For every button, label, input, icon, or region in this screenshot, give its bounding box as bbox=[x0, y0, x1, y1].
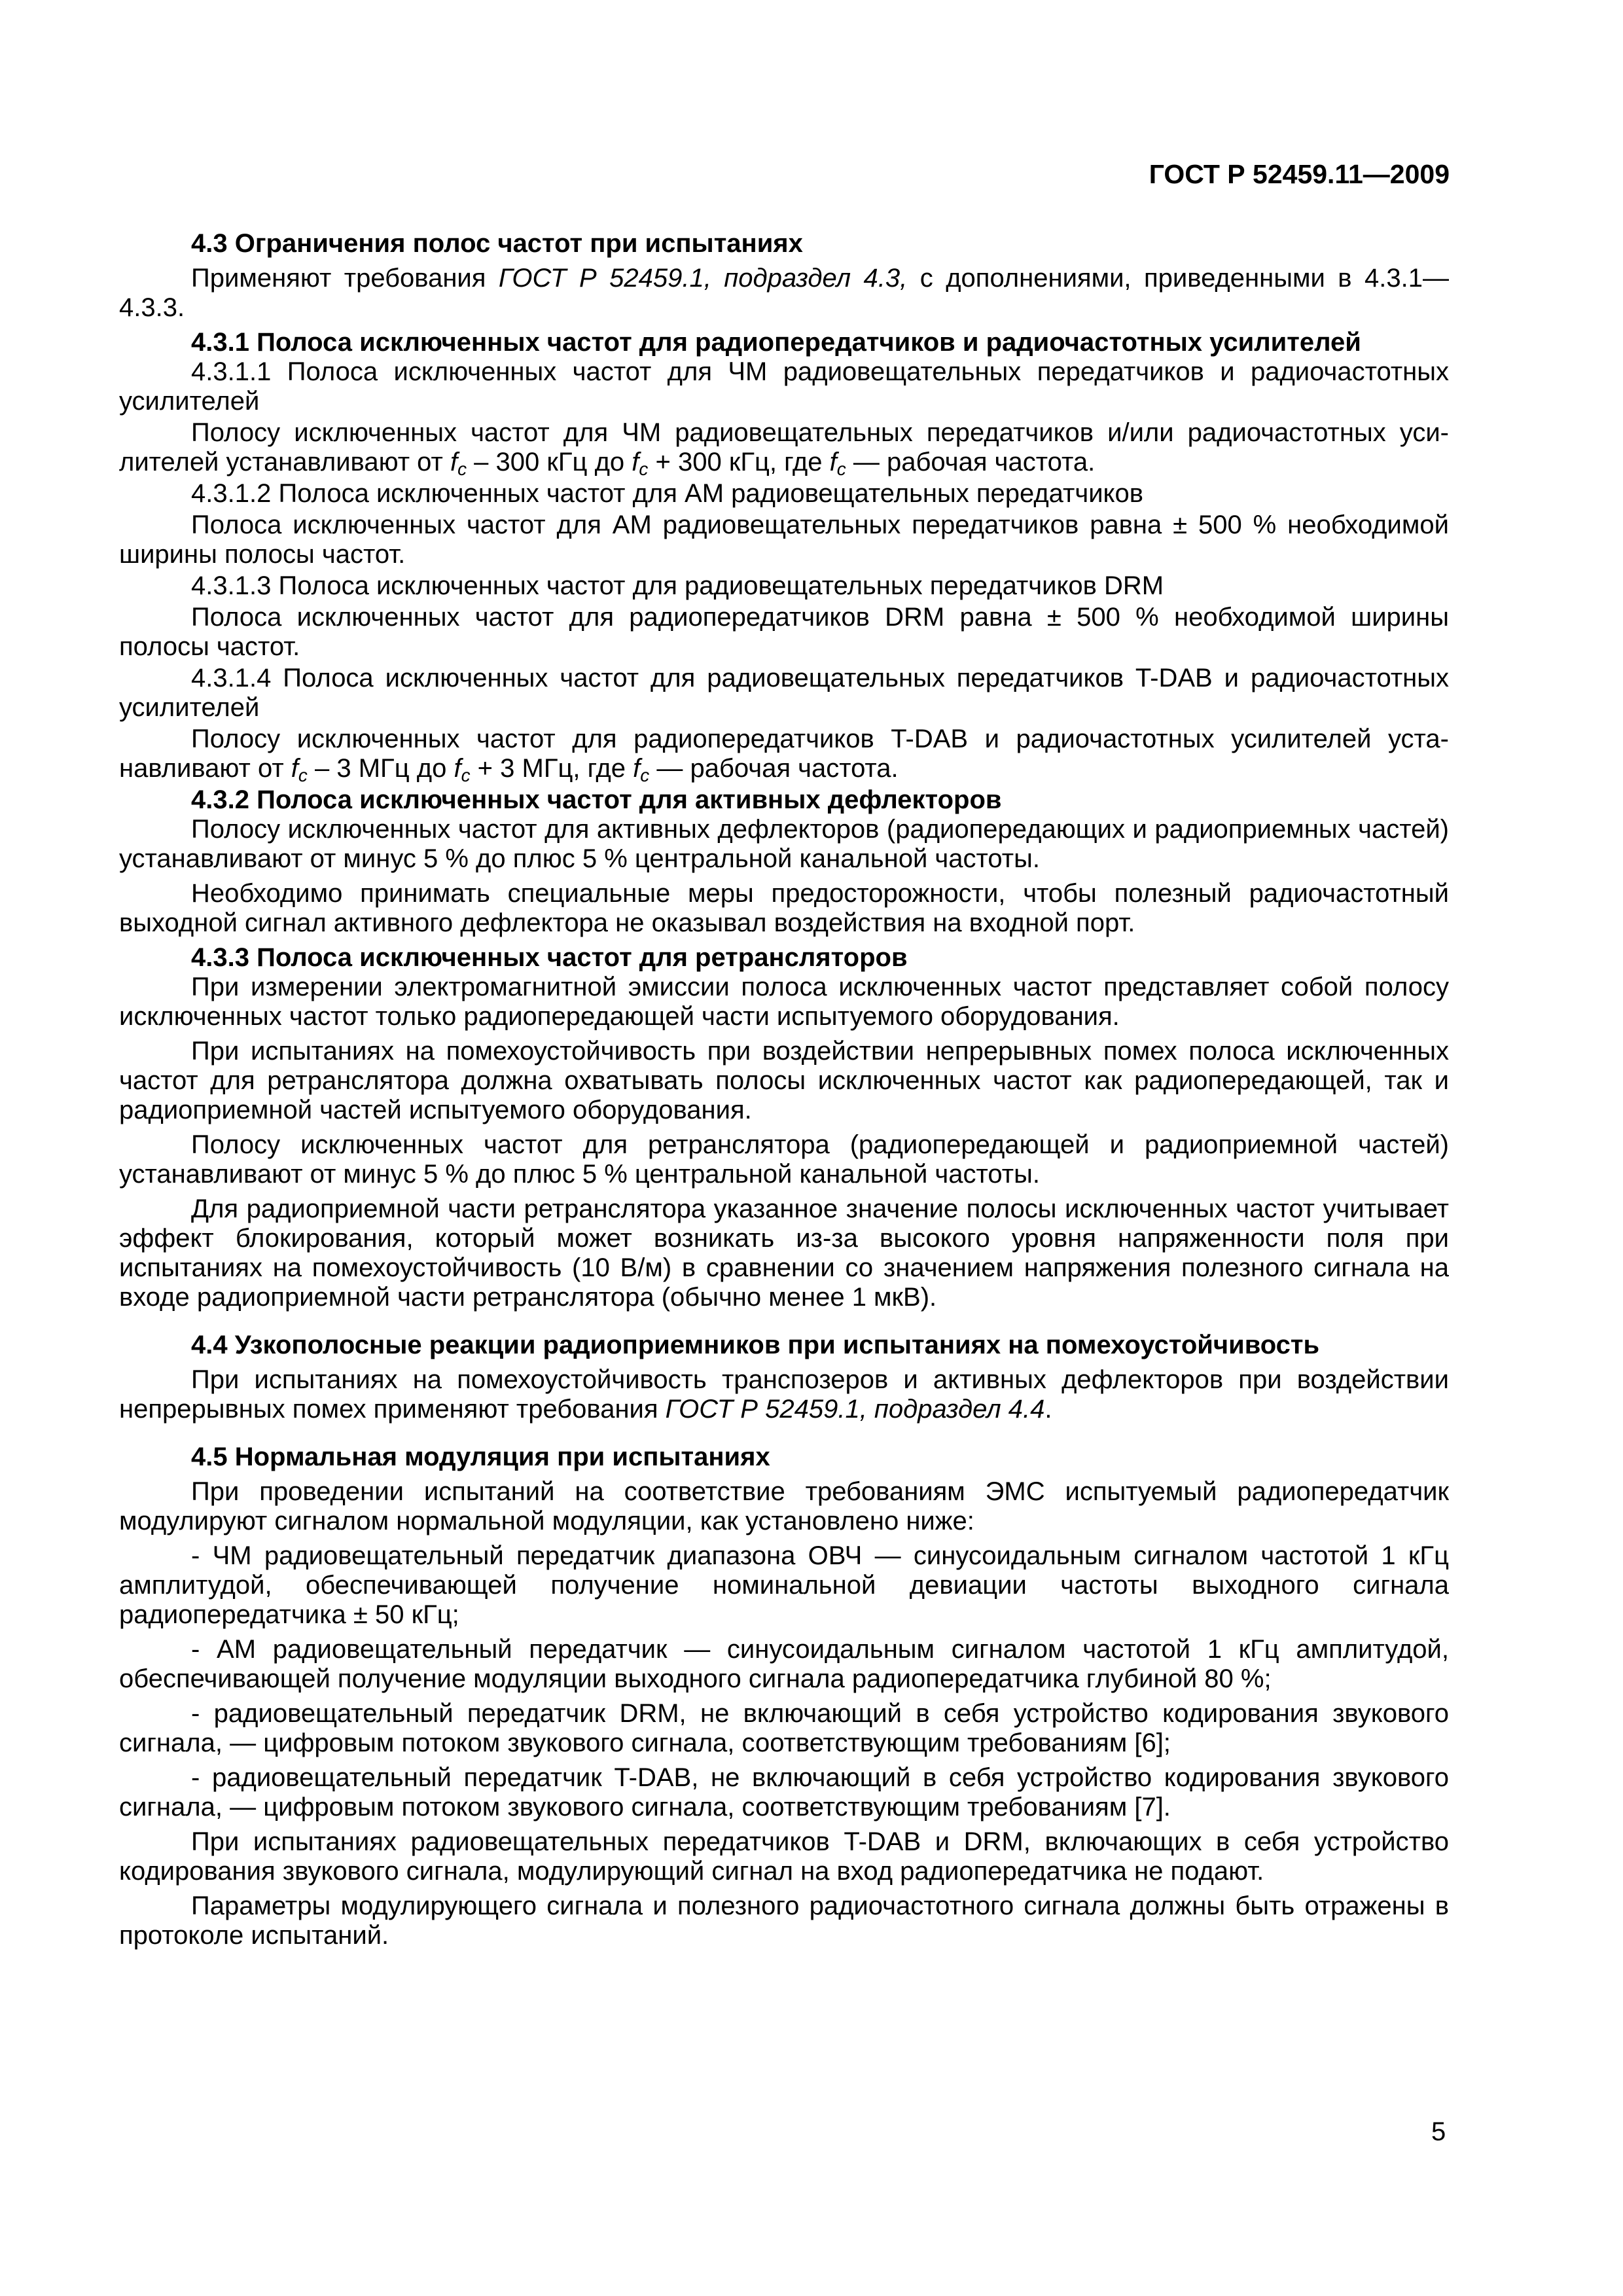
section-4-3-3-paragraph-3: Полосу исключенных частот для ретранслятора (радиопередающей и радиоприемной частей) устанавливают от минус 5 % до плюс 5 % центральной канальной частоты. bbox=[119, 1130, 1449, 1189]
standard-reference: ГОСТ Р 52459.1, подраздел 4.3, bbox=[498, 264, 908, 293]
section-4-4-paragraph bbox=[119, 1365, 1449, 1424]
text-run: + 3 МГц, где bbox=[470, 754, 633, 783]
standard-reference: ГОСТ Р 52459.1, подраздел 4.4 bbox=[665, 1395, 1045, 1424]
list-item: - АМ радиовещательный передатчик — синусоидальным сигналом частотой 1 кГц амплитудой, обеспечивающей получение модуляции выходного сигнала радиопередатчика глубиной 80 %; bbox=[119, 1635, 1449, 1693]
page-content bbox=[119, 229, 1449, 1956]
item-4-3-1-2-paragraph: Полоса исключенных частот для АМ радиовещательных передатчиков равна ± 500 % необходимой ширины полосы частот. bbox=[119, 511, 1449, 569]
text-run: – 3 МГц до bbox=[307, 754, 454, 783]
section-4-3-3-paragraph-4: Для радиоприемной части ретранслятора указанное значение полосы исключенных частот учитывает эффект блокирования, который может возникать из-за высокого уровня напряженности поля при испытаниях на помехоустойчивость (10 В/м) в сравнении со значением напряжения полезного сигнала на входе радиоприемной части ретранслятора (обычно менее 1 мкВ). bbox=[119, 1194, 1449, 1312]
text-run: – 300 кГц до bbox=[467, 448, 632, 476]
symbol-subscript: c bbox=[457, 459, 467, 479]
symbol-f: f bbox=[632, 448, 639, 476]
section-4-3-3-paragraph-2: При испытаниях на помехоустойчивость при воздействии непрерывных помех полоса исключенных частот для ретранслятора должна охватывать полосы исключенных частот как радиопередающей, так и радиоприемной частей испытуемого оборудования. bbox=[119, 1037, 1449, 1124]
symbol-subscript: c bbox=[836, 459, 846, 479]
text-run: . bbox=[1044, 1395, 1052, 1424]
section-4-3-3-paragraph-1: При измерении электромагнитной эмиссии полоса исключенных частот представляет собой полосу исключенных частот только радиопередающей части испытуемого оборудования. bbox=[119, 973, 1449, 1031]
symbol-f: f bbox=[454, 754, 461, 783]
section-4-3-2-paragraph-2: Необходимо принимать специальные меры предосторожности, чтобы полезный радиочастотный выходной сигнал активного дефлектора не оказывал воздействия на входной порт. bbox=[119, 879, 1449, 937]
section-4-5-paragraph-1: При проведении испытаний на соответствие требованиям ЭМС испытуемый радиопередатчик модулируют сигналом нормальной модуляции, как установлено ниже: bbox=[119, 1477, 1449, 1535]
page-number: 5 bbox=[1431, 2117, 1446, 2146]
section-4-3-paragraph bbox=[119, 264, 1449, 323]
section-4-5-paragraph-3: Параметры модулирующего сигнала и полезного радиочастотного сигнала должны быть отражены в протоколе испытаний. bbox=[119, 1892, 1449, 1950]
symbol-f: f bbox=[291, 754, 298, 783]
item-4-3-1-2-title: 4.3.1.2 Полоса исключенных частот для АМ радиовещательных передатчиков bbox=[191, 479, 1143, 508]
item-4-3-1-3-title: 4.3.1.3 Полоса исключенных частот для радиовещательных передатчиков DRM bbox=[191, 571, 1164, 600]
text-run: Полосу исключенных частот для ЧМ радиовещательных передатчиков и/или радиочастотных усилителей устанавливают от bbox=[119, 418, 1449, 476]
text-run: + 300 кГц, где bbox=[648, 448, 830, 476]
section-4-4-title: 4.4 Узкополосные реакции радиоприемников при испытаниях на помехоустойчивость bbox=[191, 1331, 1320, 1359]
text-run: Применяют требования bbox=[191, 264, 499, 293]
text-run: При испытаниях на помехоустойчивость транспозеров и активных дефлекторов при воздействии непрерывных помех применяют требования bbox=[119, 1365, 1449, 1424]
symbol-subscript: c bbox=[461, 765, 471, 785]
symbol-f: f bbox=[829, 448, 837, 476]
list-item: - радиовещательный передатчик T-DAB, не включающий в себя устройство кодирования звукового сигнала, — цифровым потоком звукового сигнала, соответствующим требованиям [7]. bbox=[119, 1763, 1449, 1821]
section-4-5-title: 4.5 Нормальная модуляция при испытаниях bbox=[191, 1443, 770, 1471]
symbol-f: f bbox=[450, 448, 458, 476]
item-4-3-1-3-paragraph: Полоса исключенных частот для радиопередатчиков DRM равна ± 500 % необходимой ширины полосы частот. bbox=[119, 603, 1449, 661]
section-4-5-paragraph-2: При испытаниях радиовещательных передатчиков T-DAB и DRM, включающих в себя устройство кодирования звукового сигнала, модулирующий сигнал на вход радиопередатчика не подают. bbox=[119, 1827, 1449, 1886]
section-4-3-3-title: 4.3.3 Полоса исключенных частот для ретрансляторов bbox=[191, 943, 908, 972]
text-run: — рабочая частота. bbox=[649, 754, 899, 783]
item-4-3-1-1-title: 4.3.1.1 Полоса исключенных частот для ЧМ радиовещательных передатчиков и радиочастотных усилителей bbox=[119, 357, 1449, 416]
list-item: - радиовещательный передатчик DRM, не включающий в себя устройство кодирования звукового сигнала, — цифровым потоком звукового сигнала, соответствующим требованиям [6]; bbox=[119, 1699, 1449, 1757]
symbol-subscript: c bbox=[640, 765, 650, 785]
symbol-subscript: c bbox=[639, 459, 649, 479]
text-run: — рабочая частота. bbox=[846, 448, 1096, 476]
symbol-subscript: c bbox=[298, 765, 308, 785]
section-4-3-title: 4.3 Ограничения полос частот при испытаниях bbox=[191, 229, 803, 258]
section-4-3-2-title: 4.3.2 Полоса исключенных частот для активных дефлекторов bbox=[191, 785, 1002, 814]
document-code: ГОСТ Р 52459.11—2009 bbox=[1149, 159, 1450, 189]
section-4-3-1-title: 4.3.1 Полоса исключенных частот для радиопередатчиков и радиочастотных усилителей bbox=[191, 328, 1361, 357]
text-run: с дополнениями, приведенными в 4.3.1—4.3.3. bbox=[119, 264, 1449, 322]
item-4-3-1-4-title: 4.3.1.4 Полоса исключенных частот для радиовещательных передатчиков T-DAB и радиочастотных усилителей bbox=[119, 664, 1449, 722]
section-4-3-2-paragraph-1: Полосу исключенных частот для активных дефлекторов (радиопередающих и радиоприемных частей) устанавливают от минус 5 % до плюс 5 % центральной канальной частоты. bbox=[119, 815, 1449, 873]
text-run: Полосу исключенных частот для радиопередатчиков T-DAB и радиочастотных усилителей устанавливают от bbox=[119, 725, 1449, 783]
symbol-f: f bbox=[633, 754, 641, 783]
item-4-3-1-1-paragraph bbox=[119, 418, 1449, 477]
list-item: - ЧМ радиовещательный передатчик диапазона ОВЧ — синусоидальным сигналом частотой 1 кГц амплитудой, обеспечивающей получение номинальной девиации частоты выходного сигнала радиопередатчика ± 50 кГц; bbox=[119, 1541, 1449, 1629]
item-4-3-1-4-paragraph bbox=[119, 725, 1449, 783]
